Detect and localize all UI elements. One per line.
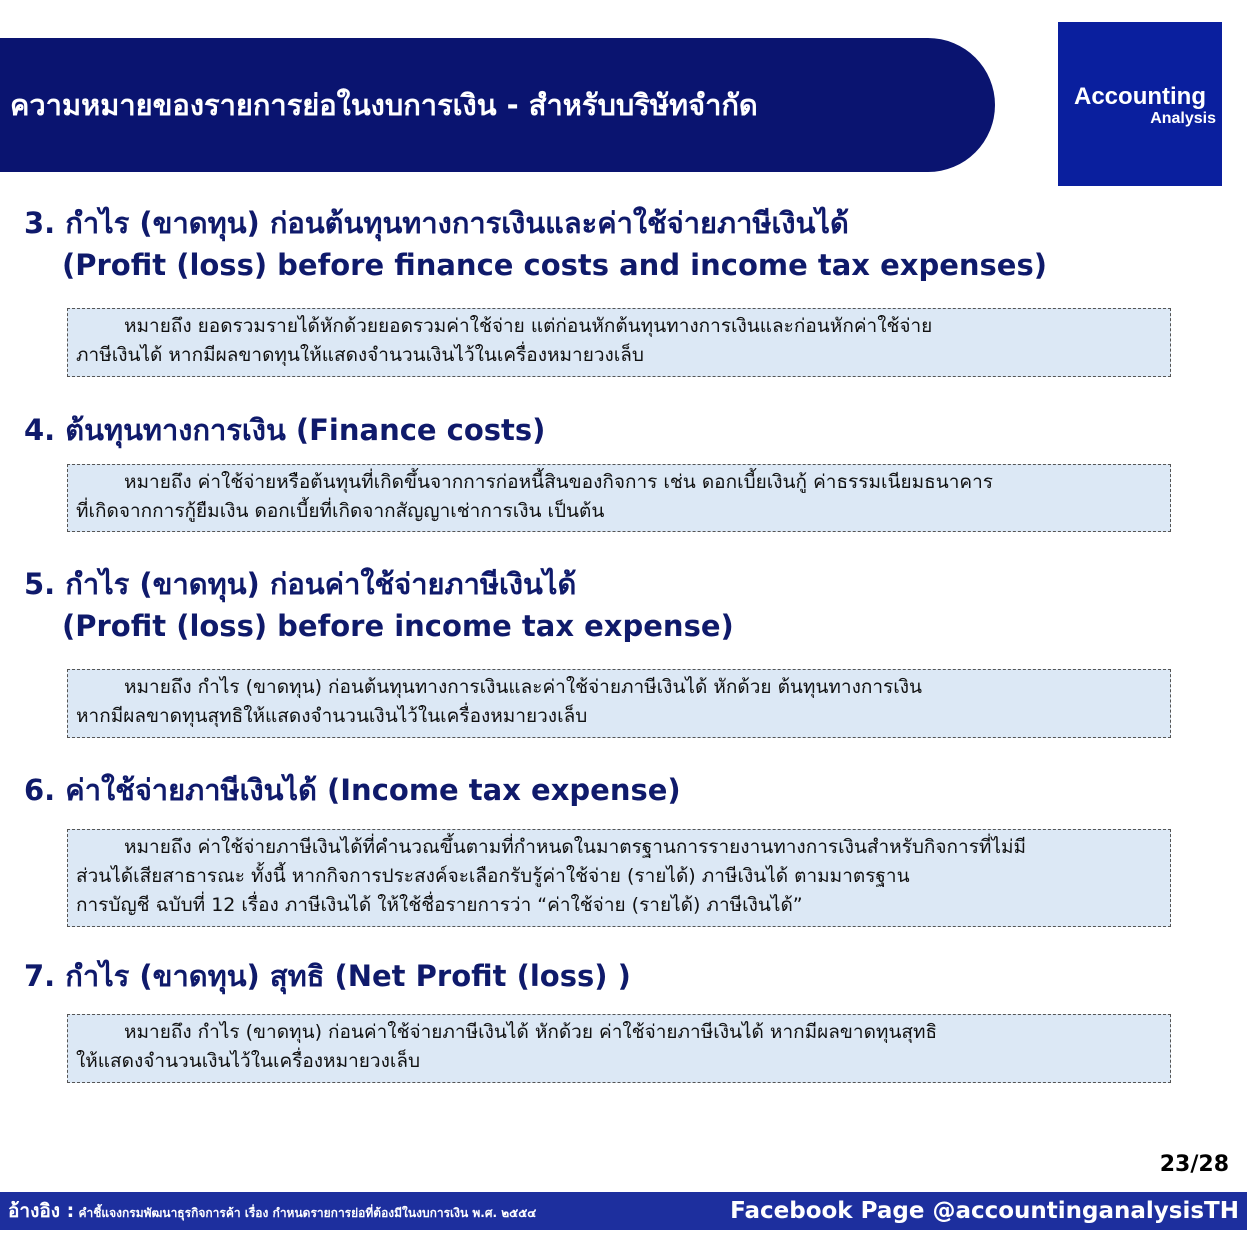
definition-line: หมายถึง กำไร (ขาดทุน) ก่อนต้นทุนทางการเงินและค่าใช้จ่ายภาษีเงินได้ หักด้วย ต้นทุนทางการเงิน [124, 676, 923, 698]
section-5-heading [24, 563, 734, 647]
logo-line-1: Accounting [1074, 83, 1206, 110]
section-4-heading [24, 409, 545, 451]
section-5-subtitle: (Profit (loss) before income tax expense) [62, 609, 734, 643]
definition-line: หมายถึง ค่าใช้จ่ายหรือต้นทุนที่เกิดขึ้นจากการก่อหนี้สินของกิจการ เช่น ดอกเบี้ยเงินกู้ ค่าธรรมเนียมธนาคาร [124, 471, 993, 493]
section-4-definition [67, 464, 1171, 532]
section-4-title: 4. ต้นทุนทางการเงิน (Finance costs) [24, 413, 546, 447]
definition-line: ส่วนได้เสียสาธารณะ ทั้งนี้ หากกิจการประสงค์จะเลือกรับรู้ค่าใช้จ่าย (รายได้) ภาษีเงินได้ ตามมาตรฐาน [76, 865, 910, 887]
definition-line: การบัญชี ฉบับที่ 12 เรื่อง ภาษีเงินได้ ให้ใช้ชื่อรายการว่า “ค่าใช้จ่าย (รายได้) ภาษีเงินได้” [76, 894, 803, 916]
footer-bar [0, 1192, 1247, 1230]
definition-line: ให้แสดงจำนวนเงินไว้ในเครื่องหมายวงเล็บ [76, 1050, 421, 1072]
section-6-definition [67, 829, 1171, 927]
header-banner [0, 38, 995, 172]
section-6-heading [24, 769, 681, 811]
section-5-definition [67, 669, 1171, 738]
page-number: 23/28 [1159, 1152, 1229, 1177]
section-5-title: 5. กำไร (ขาดทุน) ก่อนค่าใช้จ่ายภาษีเงินได้ [24, 567, 577, 601]
definition-line: ที่เกิดจากการกู้ยืมเงิน ดอกเบี้ยที่เกิดจากสัญญาเช่าการเงิน เป็นต้น [76, 500, 605, 522]
page-title: ความหมายของรายการย่อในงบการเงิน - สำหรับบริษัทจำกัด [10, 88, 758, 122]
section-6-title: 6. ค่าใช้จ่ายภาษีเงินได้ (Income tax expense) [24, 773, 681, 807]
section-7-definition [67, 1014, 1171, 1083]
section-7-title: 7. กำไร (ขาดทุน) สุทธิ (Net Profit (loss) ) [24, 959, 631, 993]
section-3-definition [67, 308, 1171, 377]
section-3-title: 3. กำไร (ขาดทุน) ก่อนต้นทุนทางการเงินและค่าใช้จ่ายภาษีเงินได้ [24, 206, 849, 240]
section-7-heading [24, 955, 631, 997]
section-3-heading [24, 202, 1047, 286]
logo-line-2: Analysis [1150, 110, 1216, 127]
reference-text: คำชี้แจงกรมพัฒนาธุรกิจการค้า เรื่อง กำหนดรายการย่อที่ต้องมีในงบการเงิน พ.ศ. ๒๕๕๔ [78, 1206, 537, 1220]
reference-label: อ้างอิง : [8, 1200, 75, 1222]
definition-line: หมายถึง ค่าใช้จ่ายภาษีเงินได้ที่คำนวณขึ้นตามที่กำหนดในมาตรฐานการรายงานทางการเงินสำหรับกิจการที่ไม่มี [124, 836, 1027, 858]
logo [1058, 22, 1222, 186]
facebook-page-link[interactable]: Facebook Page @accountinganalysisTH [730, 1198, 1239, 1224]
definition-line: ภาษีเงินได้ หากมีผลขาดทุนให้แสดงจำนวนเงินไว้ในเครื่องหมายวงเล็บ [76, 344, 644, 366]
definition-line: หมายถึง ยอดรวมรายได้หักด้วยยอดรวมค่าใช้จ่าย แต่ก่อนหักต้นทุนทางการเงินและก่อนหักค่าใช้จ่าย [124, 315, 933, 337]
definition-line: หากมีผลขาดทุนสุทธิให้แสดงจำนวนเงินไว้ในเครื่องหมายวงเล็บ [76, 705, 588, 727]
section-3-subtitle: (Profit (loss) before finance costs and income tax expenses) [62, 248, 1047, 282]
definition-line: หมายถึง กำไร (ขาดทุน) ก่อนค่าใช้จ่ายภาษีเงินได้ หักด้วย ค่าใช้จ่ายภาษีเงินได้ หากมีผลขาดทุนสุทธิ [124, 1021, 938, 1043]
footer-reference [8, 1196, 536, 1226]
